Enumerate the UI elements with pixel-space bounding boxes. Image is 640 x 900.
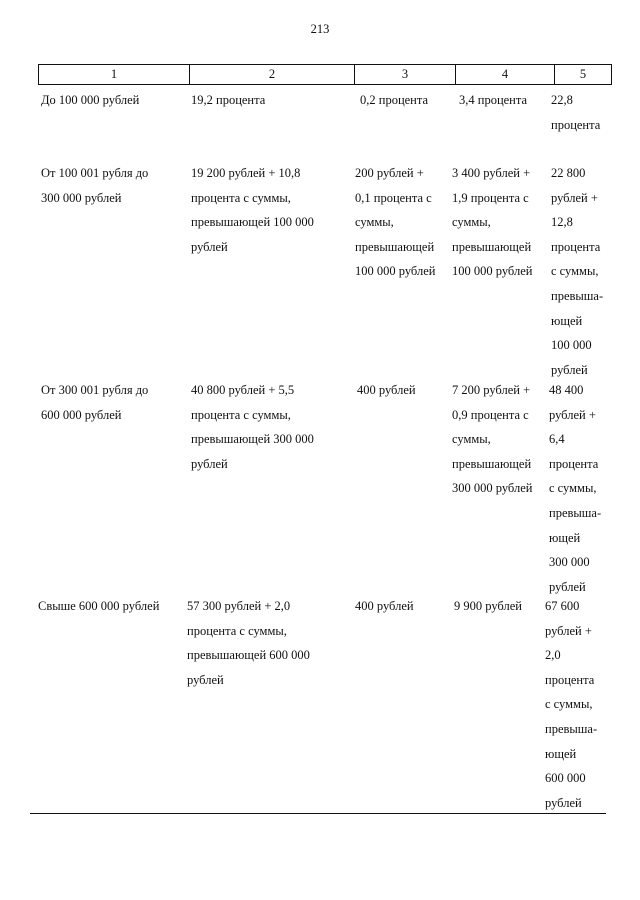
cell-line: 12,8 [551, 215, 573, 230]
cell-line: рублей [545, 795, 582, 810]
table-cell-col2 [191, 88, 265, 113]
cell-line: 200 рублей + [355, 166, 424, 180]
cell-line: процента [551, 239, 601, 254]
cell-line: превыша- [549, 505, 602, 520]
cell-line: 100 000 рублей [452, 264, 533, 279]
cell-line: рублей [191, 239, 228, 254]
cell-line: 3,4 процента [459, 93, 528, 107]
table-cell-col1 [41, 161, 148, 210]
table-cell-col1 [41, 88, 139, 113]
cell-line: превышающей [452, 456, 532, 471]
cell-line: 300 000 рублей [452, 481, 533, 496]
cell-line: превышающей 600 000 [187, 648, 310, 663]
cell-line: процента с суммы, [191, 407, 291, 422]
cell-line: 67 600 [545, 599, 580, 613]
cell-line: 0,1 процента с [355, 190, 432, 205]
cell-line: 40 800 рублей + 5,5 [191, 383, 295, 397]
cell-line: 9 900 рублей [454, 599, 522, 613]
cell-line: суммы, [452, 215, 491, 230]
table-header-row [38, 64, 612, 85]
cell-line: 400 рублей [357, 383, 416, 397]
cell-line: превышающей 300 000 [191, 432, 314, 447]
table-cell-col4 [459, 88, 527, 113]
cell-line: 0,2 процента [360, 93, 429, 107]
cell-line: 22 800 [551, 166, 586, 180]
cell-line: 100 000 [551, 338, 592, 353]
cell-line: суммы, [355, 215, 394, 230]
cell-line: рублей [551, 362, 588, 377]
cell-line: 2,0 [545, 648, 561, 663]
cell-line: 100 000 рублей [355, 264, 436, 279]
table-cell-col5 [549, 378, 601, 599]
column-header-3: 3 [401, 67, 409, 81]
cell-line: 19,2 процента [191, 93, 266, 107]
cell-line: рублей [187, 672, 224, 687]
cell-line: От 300 001 рубля до [41, 383, 149, 397]
table-cell-col4 [454, 594, 522, 619]
cell-line: 22,8 [551, 93, 573, 107]
cell-line: 300 000 рублей [41, 190, 122, 205]
cell-line: процента [549, 456, 599, 471]
page-number: 213 [310, 22, 330, 36]
cell-line: превышающей [355, 239, 435, 254]
cell-line: 19 200 рублей + 10,8 [191, 166, 301, 180]
table-cell-col3 [357, 378, 416, 403]
table-cell-col5 [545, 594, 597, 815]
cell-line: 48 400 [549, 383, 584, 397]
cell-line: процента [551, 117, 601, 132]
table-cell-col1 [41, 378, 148, 427]
cell-line: рублей + [551, 190, 598, 205]
table-cell-col4 [452, 378, 532, 501]
cell-line: ющей [551, 313, 583, 328]
table-cell-col3 [355, 161, 435, 284]
cell-line: ющей [549, 530, 581, 545]
cell-line: рублей + [549, 407, 596, 422]
bottom-rule [30, 813, 606, 814]
cell-line: процента с суммы, [187, 623, 287, 638]
table-cell-col2 [187, 594, 310, 692]
table-cell-col2 [191, 378, 314, 476]
cell-line: 1,9 процента с [452, 190, 529, 205]
column-header-4: 4 [501, 67, 509, 81]
cell-line: превыша- [545, 721, 598, 736]
cell-line: Свыше 600 000 рублей [38, 599, 160, 613]
table-cell-col1 [38, 594, 159, 619]
column-header-5: 5 [579, 67, 587, 81]
table-cell-col2 [191, 161, 314, 259]
table-cell-col5 [551, 161, 603, 382]
cell-line: суммы, [452, 432, 491, 447]
table-cell-col3 [360, 88, 428, 113]
cell-line: процента с суммы, [191, 190, 291, 205]
column-header-2: 2 [268, 67, 276, 81]
column-header-1: 1 [110, 67, 118, 81]
cell-line: До 100 000 рублей [41, 93, 140, 107]
cell-line: 400 рублей [355, 599, 414, 613]
cell-line: процента [545, 672, 595, 687]
cell-line: превышающей [452, 239, 532, 254]
cell-line: 600 000 [545, 771, 586, 786]
cell-line: с суммы, [551, 264, 599, 279]
cell-line: ющей [545, 746, 577, 761]
cell-line: превышающей 100 000 [191, 215, 314, 230]
cell-line: превыша- [551, 288, 604, 303]
cell-line: 57 300 рублей + 2,0 [187, 599, 291, 613]
cell-line: 7 200 рублей + [452, 383, 531, 397]
cell-line: 300 000 [549, 555, 590, 570]
cell-line: с суммы, [545, 697, 593, 712]
cell-line: 0,9 процента с [452, 407, 529, 422]
cell-line: рублей [191, 456, 228, 471]
cell-line: От 100 001 рубля до [41, 166, 149, 180]
cell-line: рублей + [545, 623, 592, 638]
table-cell-col5 [551, 88, 600, 137]
cell-line: рублей [549, 579, 586, 594]
table-cell-col3 [355, 594, 414, 619]
cell-line: с суммы, [549, 481, 597, 496]
cell-line: 6,4 [549, 432, 565, 447]
table-cell-col4 [452, 161, 532, 284]
cell-line: 3 400 рублей + [452, 166, 531, 180]
cell-line: 600 000 рублей [41, 407, 122, 422]
